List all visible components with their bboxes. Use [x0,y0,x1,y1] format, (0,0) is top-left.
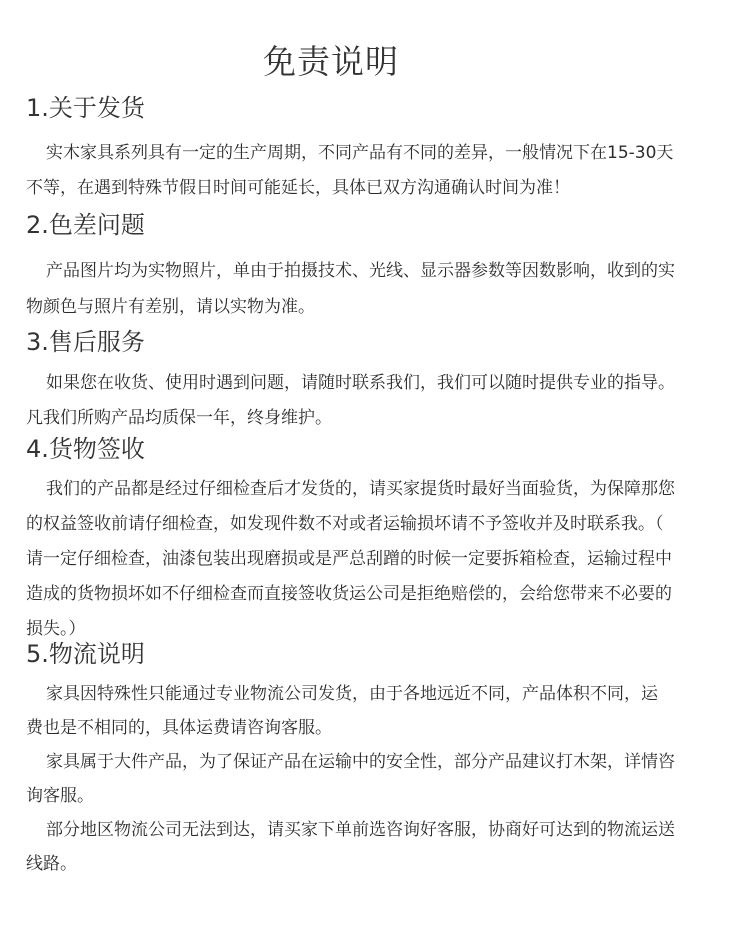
section-heading-shipping: 1.关于发货 [26,94,145,122]
section-heading-receipt: 4.货物签收 [26,435,145,463]
paragraph-line: 如果您在收货、使用时遇到问题，请随时联系我们，我们可以随时提供专业的指导。 [46,373,675,393]
paragraph-line: 家具因特殊性只能通过专业物流公司发货，由于各地远近不同，产品体积不同，运 [46,684,658,704]
paragraph-line: 产品图片均为实物照片，单由于拍摄技术、光线、显示器参数等因数影响，收到的实 [46,261,675,281]
paragraph-line: 我们的产品都是经过仔细检查后才发货的，请买家提货时最好当面验货，为保障那您 [46,479,675,499]
paragraph-line: 的权益签收前请仔细检查，如发现件数不对或者运输损坏请不予签收并及时联系我。（ [26,514,664,534]
section-heading-logistics: 5.物流说明 [26,640,145,668]
section-body-after-sales [26,366,738,436]
section-heading-after-sales: 3.售后服务 [26,328,145,356]
paragraph-line: 凡我们所购产品均质保一年，终身维护。 [26,408,332,428]
section-body-logistics [26,677,738,881]
page-title: 免责说明 [263,42,399,81]
paragraph-line: 家具属于大件产品，为了保证产品在运输中的安全性，部分产品建议打木架，详情咨 [46,752,675,772]
paragraph-line: 损失。） [26,619,86,639]
section-heading-color-difference: 2.色差问题 [26,211,145,239]
paragraph-line: 询客服。 [26,786,94,806]
paragraph-line: 部分地区物流公司无法到达，请买家下单前选咨询好客服，协商好可达到的物流运送 [46,820,675,840]
paragraph-line: 实木家具系列具有一定的生产周期，不同产品有不同的差异，一般情况下在15-30天 [46,143,674,163]
paragraph-line: 造成的货物损坏如不仔细检查而直接签收货运公司是拒绝赔偿的，会给您带来不必要的 [26,584,672,604]
section-body-color-difference [26,253,738,325]
section-body-shipping [26,136,738,206]
paragraph-line: 物颜色与照片有差别，请以实物为准。 [26,297,315,317]
section-body-receipt [26,472,738,647]
paragraph-line: 不等，在遇到特殊节假日时间可能延长，具体已双方沟通确认时间为准！ [26,178,570,198]
paragraph-line: 请一定仔细检查，油漆包装出现磨损或是严总刮蹭的时候一定要拆箱检查，运输过程中 [26,549,672,569]
paragraph-line: 费也是不相同的，具体运费请咨询客服。 [26,718,332,738]
paragraph-line: 线路。 [26,854,77,874]
